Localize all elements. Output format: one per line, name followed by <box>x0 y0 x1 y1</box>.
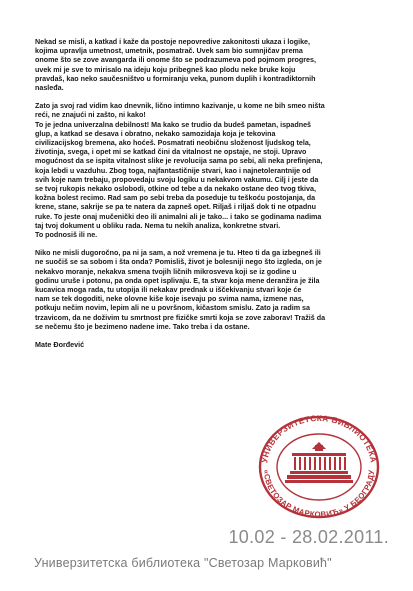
paragraph-2-body: To je jedna univerzalna debilnost! Ma kako se trudio da budeš pametan, ispadneš glup, a katkad se desava i obratno, nekako samozidaja koja je tekovina civilizacijskog bremena, ako hoćeš. Posmatrati neobičnu složenost ljudskog tela, životinja, svega, i opet mi se katkad čini da vitalnost ne opstaje, ne stoji. Upravo mogućnost da se ispita vitalnost slike je revolucija sama po sebi, ali neka prefinjena, koja lebdi u vazduhu. Zbog toga, najfantastičnije stvari, kao i najnetolerantnije od svih koje nam trebaju, propovedaju svoju logiku u nekakvom vakumu. Cilj i jeste da se tvoj rukopis nekako oslobodi, otkine od tebe a da nekako ostane deo tvog tkiva, kožna bolest recimo. Rad sam po sebi treba da poseduje tu teškoću postojanja, da krene, stane, sakrije se pa te natera da zapneš opet. Riljaš i riljaš dok ti ne otpadnu ruke. To jeste onaj mučenički deo ili animalni ali je tako... i tako se godinama nadima taj tvoj dokument u obliku rada. Nema tu nekih analiza, konkretne stvari. To podnosiš ili ne. <box>35 120 323 240</box>
paragraph-1: Nekad se misli, a katkad i kaže da postoje nepovredive zakonitosti ukaza i logike, kojima upravlja umetnost, umetnik, posmatrač. Uvek sam bio sumnjičav prema onome što se zove avangarda ili onome što se podrazumeva pod pojmom progres, uvek mi je sve to mirisalo na ideju koju pribegneš kao plodu neke bruke koju pravdaš, kao neko saučesništvo u formiranju veka, punom duplih i kontradiktornih nasleđa. <box>35 38 316 93</box>
article-body <box>35 38 383 341</box>
library-name: Универзитетска библиотека "Светозар Марковић" <box>34 556 332 570</box>
paragraph-2-intro: Zato ja svoj rad vidim kao dnevnik, lično intimno kazivanje, u kome ne bih smeo ništa reći, ne znajući ni zašto, ni kako! <box>35 102 325 120</box>
seal-top-text: УНИВЕРЗИТЕТСКА БИБЛИОТЕКА <box>260 415 378 464</box>
library-seal-stamp <box>258 415 380 519</box>
library-seal <box>258 415 380 519</box>
library-building-icon <box>285 442 353 483</box>
paragraph-3: Niko ne misli dugoročno, pa ni ja sam, a nož vremena je tu. Hteo ti da ga izbegneš ili ne suočiš se sa sobom i šta onda? Pomisliš, život je bolesniji nego što izgleda, on je nekakvo moranje, nekakva smena tvojih ličnih mikrosveva koji se iz godine u godinu uruše i potonu, pa onda opet isplivaju. E, ta stvar koja mene deranžira je žila kucavica moga rada, tu utopija ili nekakav prednak u iščekivanju stvari koje će nam se tek dogoditi, neke olovne kiše koje isevaju po svima nama, izmene nas, potkuju nečim novim, lepim ali ne u površnom, kičastom smislu. Zato ja radim sa trzavicom, da ne doživim tu smrtnost pre fizičke smrti koja se zove zaborav! Tražiš da se nečemu što je bezimeno nadene ime. Tako treba i da ostane. <box>35 249 326 331</box>
seal-bottom-text: «СВЕТОЗАР МАРКОВИЋ» У БЕОГРАДУ <box>261 469 377 519</box>
exhibition-dates: 10.02 - 28.02.2011. <box>228 527 389 547</box>
author-signature: Mate Đorđević <box>35 340 85 349</box>
paragraph-2 <box>35 102 383 240</box>
